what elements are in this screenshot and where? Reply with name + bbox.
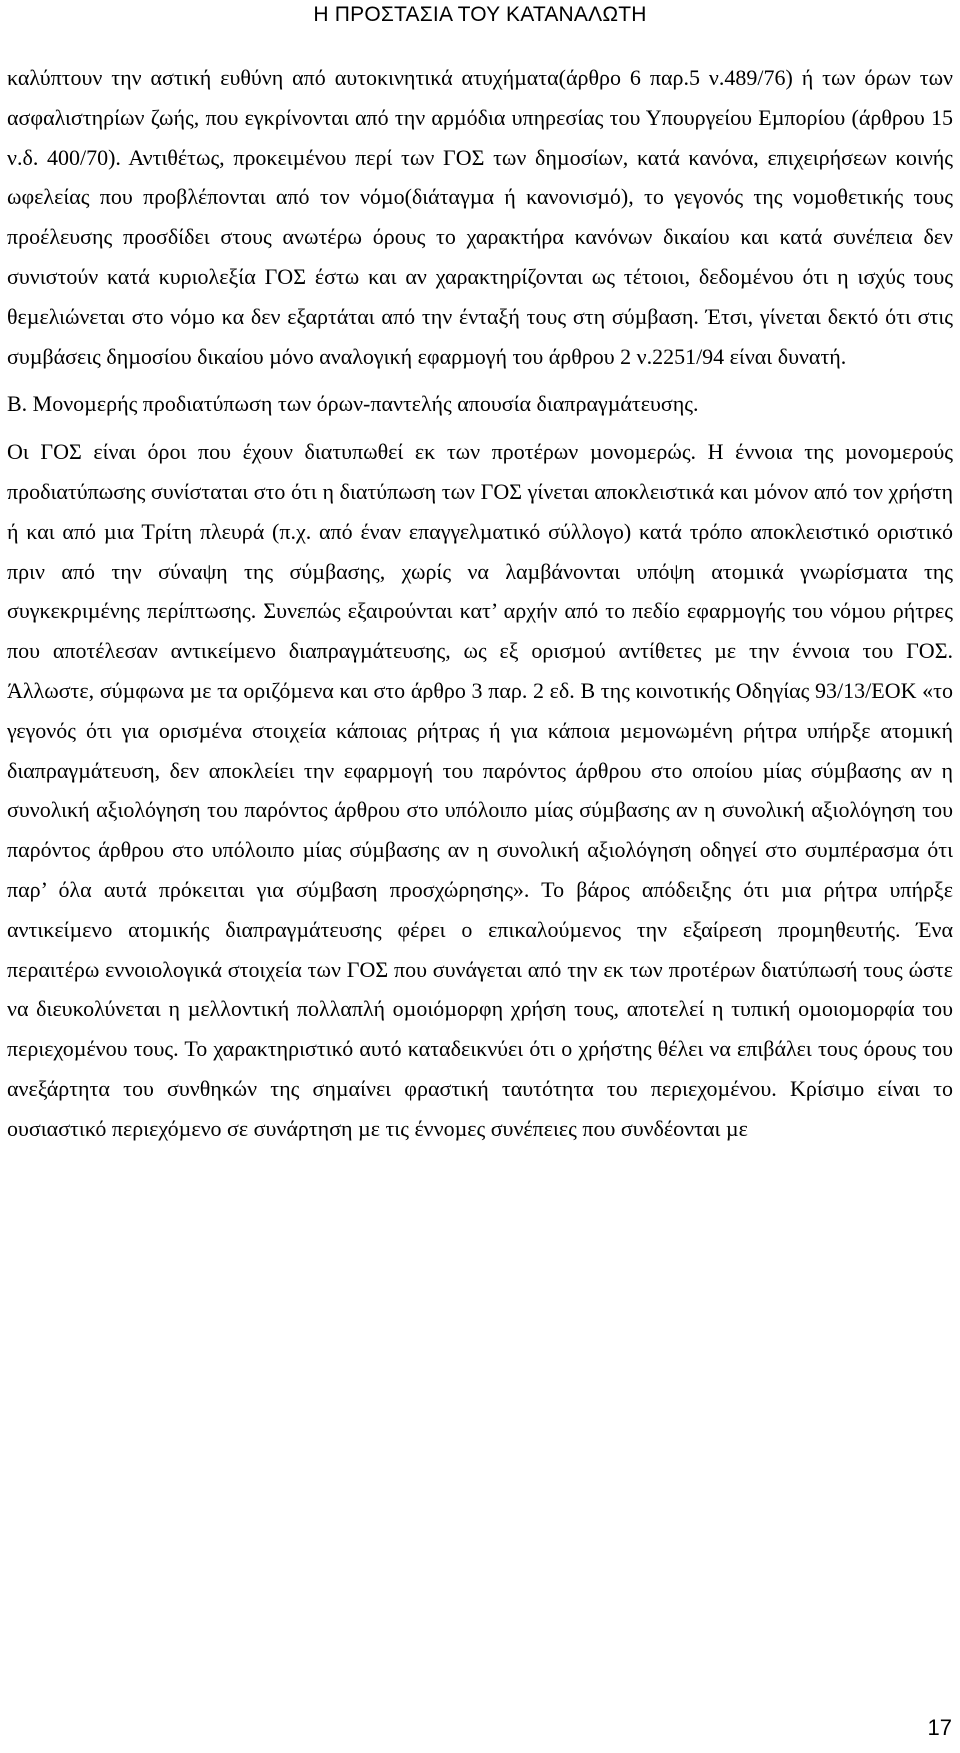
paragraph-continued: καλύπτουν την αστική ευθύνη από αυτοκινητικά ατυχήµατα(άρθρο 6 παρ.5 ν.489/76) ή των όρων των ασφαλιστηρίων ζωής, που εγκρίνονται από την αρµόδια υπηρεσίας του Υπουργείου Εµπορίου (άρθρου 15 ν.δ. 400/70). Αντιθέτως, προκειµένου περί των ΓΟΣ των δηµοσίων, κατά κανόνα, επιχειρήσεων κοινής ωφελείας που προβλέπονται από τον νόµο(διάταγµα ή κανονισµό), το γεγονός της νοµοθετικής τους προέλευσης προσδίδει στους ανωτέρω όρους το χαρακτήρα κανόνων δικαίου και κατά συνέπεια δεν συνιστούν κατά κυριολεξία ΓΟΣ έστω και αν χαρακτηρίζονται ως τέτοιοι, δεδοµένου ότι η ισχύς τους θεµελιώνεται στο νόµο κα δεν εξαρτάται από την ένταξή τους στη σύµβαση. Έτσι, γίνεται δεκτό ότι στις συµβάσεις δηµοσίου δικαίου µόνο αναλογική εφαρµογή του άρθρου 2 ν.2251/94 είναι δυνατή. (7, 65, 953, 369)
running-header (0, 0, 960, 40)
page-body (7, 58, 953, 1149)
document-title: Η ΠΡΟΣΤΑΣΙΑ ΤΟΥ ΚΑΤΑΝΑΛΩΤΗ (313, 3, 647, 26)
paragraph: Οι ΓΟΣ είναι όροι που έχουν διατυπωθεί εκ των προτέρων µονοµερώς. Η έννοια της µονοµερούς προδιατύπωσης συνίσταται στο ότι η διατύπωση των ΓΟΣ γίνεται αποκλειστικά και µόνον από τον χρήστη ή και από µια Τρίτη πλευρά (π.χ. από έναν επαγγελµατικό σύλλογο) κατά τρόπο αποκλειστικό οριστικό πριν από την σύναψη της σύµβασης, χωρίς να λαµβάνονται υπόψη ατοµικά γνωρίσµατα της συγκεκριµένης περίπτωσης. Συνεπώς εξαιρούνται κατ’ αρχήν από το πεδίο εφαρµογής του νόµου ρήτρες που αποτέλεσαν αντικείµενο διαπραγµάτευσης, ως εξ ορισµού αντίθετες µε την έννοια του ΓΟΣ. Άλλωστε, σύµφωνα µε τα οριζόµενα και στο άρθρο 3 παρ. 2 εδ. Β της κοινοτικής Οδηγίας 93/13/ΕΟΚ «το γεγονός ότι για ορισµένα στοιχεία κάποιας ρήτρας ή για κάποια µεµονωµένη ρήτρα υπήρξε ατοµική διαπραγµάτευση, δεν αποκλείει την εφαρµογή του παρόντος άρθρου στο οποίου µίας σύµβασης αν η συνολική αξιολόγηση του παρόντος άρθρου στο υπόλοιπο µίας σύµβασης αν η συνολική αξιολόγηση του παρόντος άρθρου στο υπόλοιπο µίας σύµβασης αν η συνολική αξιολόγηση οδηγεί στο συµπέρασµα ότι παρ’ όλα αυτά πρόκειται για σύµβαση προσχώρησης». Το βάρος απόδειξης ότι µια ρήτρα υπήρξε αντικείµενο ατοµικής διαπραγµάτευσης φέρει ο επικαλούµενος την εξαίρεση προµηθευτής. Ένα περαιτέρω εννοιολογικά στοιχεία των ΓΟΣ που συνάγεται από την εκ των προτέρων διατύπωσή τους ώστε να διευκολύνεται η µελλοντική πολλαπλή οµοιόµορφη χρήση τους, αποτελεί η τυπική οµοιοµορφία του περιεχοµένου τους. Το χαρακτηριστικό αυτό καταδεικνύει ότι ο χρήστης θέλει να επιβάλει τους όρους του ανεξάρτητα του συνθηκών της σηµαίνει φραστική ταυτότητα του περιεχοµένου. Κρίσιµο είναι το ουσιαστικό περιεχόµενο σε συνάρτηση µε τις έννοµες συνέπειες που συνδέονται µε (7, 439, 953, 1141)
section-heading: Β. Μονοµερής προδιατύπωση των όρων-παντελής απουσία διαπραγµάτευσης. (7, 391, 699, 417)
page-number: 17 (927, 1715, 952, 1740)
